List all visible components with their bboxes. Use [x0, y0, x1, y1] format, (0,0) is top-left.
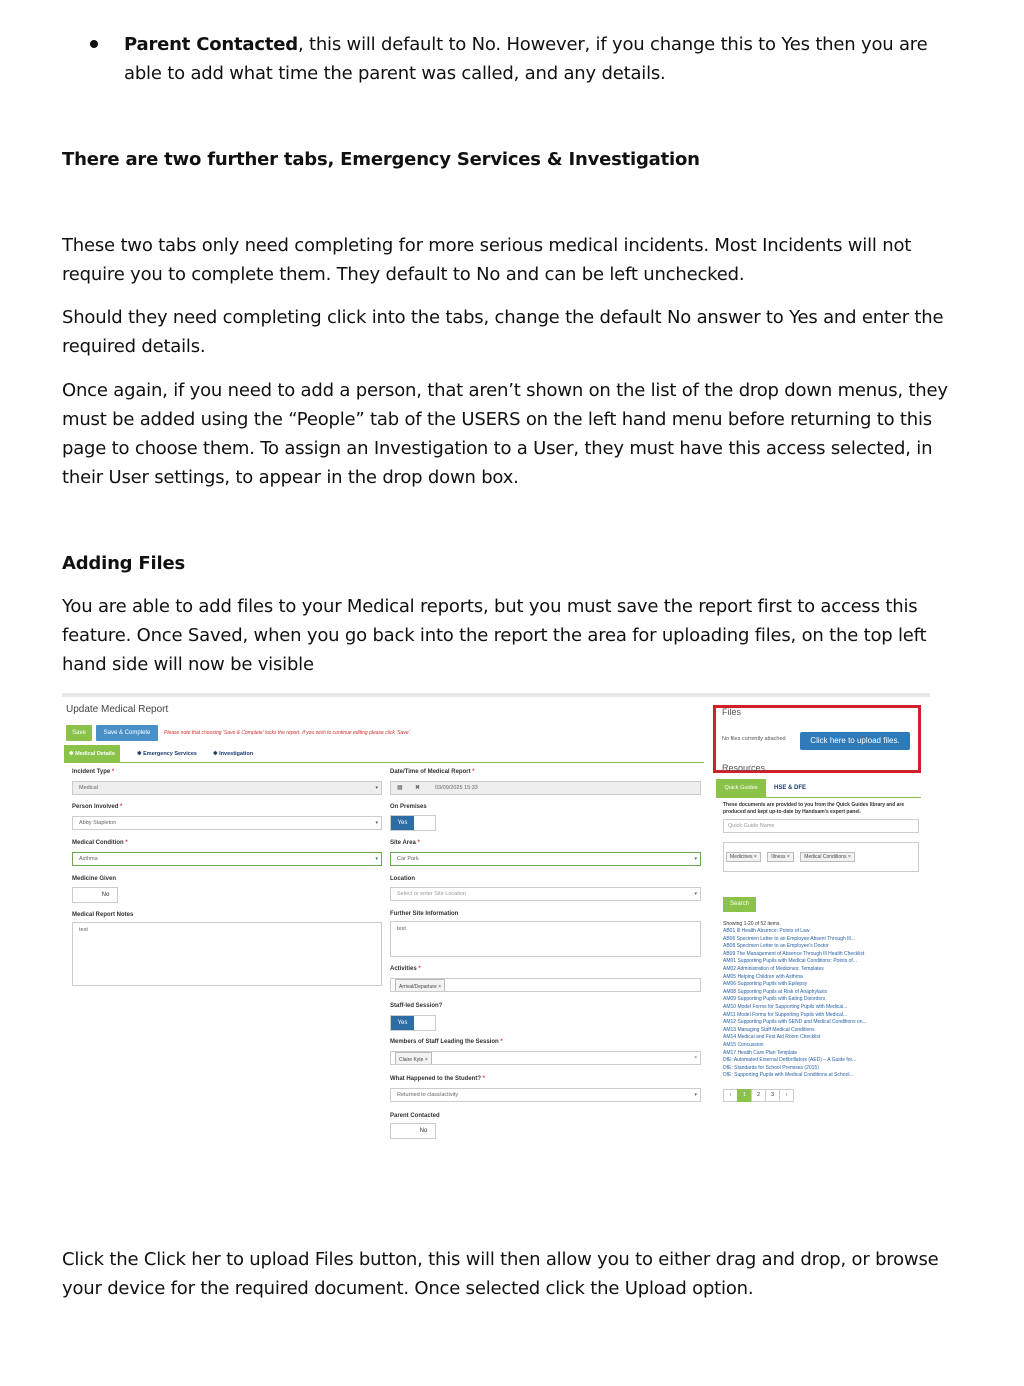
on-premises-toggle[interactable]: [390, 815, 436, 831]
resource-link[interactable]: AM13 Managing Staff Medical Conditions: [723, 1026, 815, 1033]
no-files-text: No files currently attached: [722, 736, 786, 742]
activities-label: Activities *: [390, 966, 421, 972]
resource-link[interactable]: DfE: Standards for School Premises (2015): [723, 1064, 819, 1071]
datetime-label: Date/Time of Medical Report *: [390, 769, 475, 775]
search-button[interactable]: Search: [723, 897, 756, 912]
tab-investigation[interactable]: ✱ Investigation: [213, 751, 254, 757]
paragraph-add-person: Once again, if you need to add a person, that aren’t shown on the list of the drop down menus, they must be added using the “People” tab of the USERS on the left hand menu before returning to this page to choose them. To assign an Investigation to a User, they must have this access selected, in their User settings, to appear in the drop down box.: [62, 380, 948, 488]
site-area-select[interactable]: Car Park ▾: [390, 852, 701, 866]
staff-led-toggle[interactable]: [390, 1015, 436, 1031]
staff-led-label: Staff-led Session?: [390, 1003, 443, 1009]
location-label: Location: [390, 876, 415, 882]
clear-icon[interactable]: ✖: [415, 785, 421, 791]
resource-link[interactable]: AM17 Health Care Plan Template: [723, 1049, 798, 1056]
resource-link[interactable]: DfE: Supporting Pupils with Medical Conditions at School...: [723, 1072, 854, 1079]
paragraph-complete-tabs: Should they need completing click into the tabs, change the default No answer to Yes and enter the required details.: [62, 307, 944, 357]
resource-link[interactable]: AM15 Concussion: [723, 1041, 764, 1048]
incident-type-select[interactable]: Medical ▾: [72, 781, 382, 795]
medical-condition-label: Medical Condition *: [72, 840, 128, 846]
pager-page-2[interactable]: 2: [751, 1089, 766, 1102]
resource-link[interactable]: DfE: Automated External Defibrillators (AED) – A Guide for...: [723, 1057, 857, 1064]
heading-further-tabs: There are two further tabs, Emergency Services & Investigation: [62, 149, 700, 170]
resource-link[interactable]: AM11 Model Forms for Supporting Pupils with Medical...: [723, 1011, 848, 1018]
resources-heading: Resources: [722, 763, 766, 773]
parent-contacted-toggle[interactable]: [390, 1123, 436, 1139]
person-involved-label: Person Involved *: [72, 804, 123, 810]
resource-link[interactable]: AM10 Model Forms for Supporting Pupils with Medical...: [723, 1003, 848, 1010]
toggle-yes-label: Yes: [391, 1016, 414, 1030]
medical-report-notes-label: Medical Report Notes: [72, 912, 134, 918]
files-heading: Files: [722, 707, 742, 717]
resource-link[interactable]: AM01 Supporting Pupils with Medical Conditions: Points of...: [723, 958, 857, 965]
medical-report-notes-textarea[interactable]: test: [72, 922, 382, 986]
datetime-input[interactable]: ▦ ✖ 03/09/2025 15:33: [390, 781, 701, 795]
tab-hse-dfe[interactable]: HSE & DFE: [774, 785, 807, 791]
staff-chip[interactable]: Claire Kyte ×: [395, 1052, 432, 1065]
tag-chip[interactable]: Medical Conditions ×: [800, 852, 855, 862]
resource-link[interactable]: AM08 Supporting Pupils at Risk of Anaphylaxis: [723, 988, 827, 995]
resource-link[interactable]: AB08 Specimen Letter to an Employee's Doctor: [723, 943, 829, 950]
report-tabs: [64, 745, 704, 763]
resources-tab-underline: [716, 797, 921, 798]
pager-page-1[interactable]: 1: [737, 1089, 752, 1102]
parent-contacted-label: Parent Contacted: [390, 1113, 440, 1119]
pagination: [723, 1089, 793, 1102]
resources-description: These documents are provided to you from the Quick Guides library and are produced and kept up-to-date by Handsam's expert panel.: [723, 802, 905, 815]
quick-guide-search-input[interactable]: Quick Guide Name: [723, 819, 919, 833]
save-complete-button[interactable]: Save & Complete: [96, 725, 158, 741]
resources-list: [723, 928, 923, 1080]
page-title: Update Medical Report: [66, 704, 169, 715]
activity-chip[interactable]: Arrival/Departure ×: [395, 979, 445, 992]
calendar-icon[interactable]: ▦: [397, 785, 403, 791]
members-of-staff-multiselect[interactable]: Claire Kyte × ×: [390, 1051, 701, 1065]
resource-link[interactable]: AM14 Medical and First Aid Room Checklist: [723, 1034, 821, 1041]
resource-link[interactable]: AM09 Supporting Pupils with Eating Disorders: [723, 996, 826, 1003]
medical-condition-select[interactable]: Asthma ▾: [72, 852, 382, 866]
further-site-info-textarea[interactable]: test: [390, 921, 701, 957]
tab-medical-details[interactable]: ✱ Medical Details: [64, 745, 120, 763]
tag-chip[interactable]: Illness ×: [767, 852, 793, 862]
resource-link[interactable]: AM06 Supporting Pupils with Epilepsy: [723, 981, 808, 988]
on-premises-label: On Premises: [390, 804, 427, 810]
upload-files-button[interactable]: Click here to upload files.: [800, 732, 910, 750]
toggle-no-label: No: [419, 1128, 428, 1134]
activities-multiselect[interactable]: [390, 978, 701, 992]
pager-page-3[interactable]: 3: [765, 1089, 780, 1102]
what-happened-select[interactable]: Returned to class/activity ▾: [390, 1088, 701, 1102]
location-select[interactable]: Select or enter Site Location ▾: [390, 887, 701, 901]
tab-emergency-services[interactable]: ✱ Emergency Services: [137, 751, 197, 757]
medicine-given-toggle[interactable]: [72, 887, 118, 903]
bullet-text: , this will default to No. However, if you change this to Yes then you are able to add what time the parent was called, and any details.: [124, 34, 928, 84]
site-area-label: Site Area *: [390, 840, 420, 846]
paragraph-adding-files: You are able to add files to your Medical reports, but you must save the report first to access this feature. Once Saved, when you go back into the report the area for uploading files, on the top left hand side will now be visible: [62, 596, 927, 675]
further-site-info-label: Further Site Information: [390, 911, 459, 917]
save-warning-note: Please note that choosing 'Save & Complete' locks the report. If you wish to continue editing please click 'Save'.: [164, 730, 412, 736]
resource-link[interactable]: AM12 Supporting Pupils with SEND and Medical Conditions on...: [723, 1019, 867, 1026]
pager-next[interactable]: ›: [779, 1089, 794, 1102]
medicine-given-label: Medicine Given: [72, 876, 117, 882]
incident-type-label: Incident Type *: [72, 769, 115, 775]
toggle-yes-label: Yes: [391, 816, 414, 830]
save-button[interactable]: Save: [66, 725, 92, 741]
resource-link[interactable]: AB01 Ill Health Absence: Points of Law: [723, 928, 810, 934]
resource-link[interactable]: AB06 Specimen Letter to an Employee Absent Through Ill...: [723, 935, 855, 942]
pager-prev[interactable]: ‹: [723, 1089, 738, 1102]
resource-tag-filter[interactable]: [723, 842, 919, 872]
tag-chip[interactable]: Medicines ×: [726, 852, 761, 862]
bullet-bold-term: Parent Contacted: [124, 34, 298, 55]
person-involved-select[interactable]: Abby Stapleton ▾: [72, 816, 382, 830]
resource-link[interactable]: AB09 The Management of Absence Through Ill Health Checklist: [723, 950, 865, 957]
heading-adding-files: Adding Files: [62, 553, 185, 574]
paragraph-tabs-optional: These two tabs only need completing for more serious medical incidents. Most Incidents will not require you to complete them. They default to No and can be left unchecked.: [62, 235, 912, 285]
toggle-no-label: No: [101, 892, 110, 898]
tab-quick-guides[interactable]: Quick Guides: [716, 779, 766, 797]
bullet-dot: [90, 40, 98, 48]
resource-link[interactable]: AM05 Helping Children with Asthma: [723, 973, 803, 980]
what-happened-label: What Happened to the Student? *: [390, 1076, 486, 1082]
members-of-staff-label: Members of Staff Leading the Session *: [390, 1039, 503, 1045]
resource-link[interactable]: AM02 Administration of Medicines: Templates: [723, 965, 824, 972]
paragraph-upload-instructions: Click the Click her to upload Files button, this will then allow you to either drag and drop, or browse your device for the required document. Once selected click the Upload option.: [62, 1249, 939, 1299]
update-medical-report-screenshot: [62, 693, 930, 1153]
bullet-parent-contacted: [90, 30, 950, 88]
results-count: Showing 1-20 of 52 items.: [723, 921, 781, 927]
